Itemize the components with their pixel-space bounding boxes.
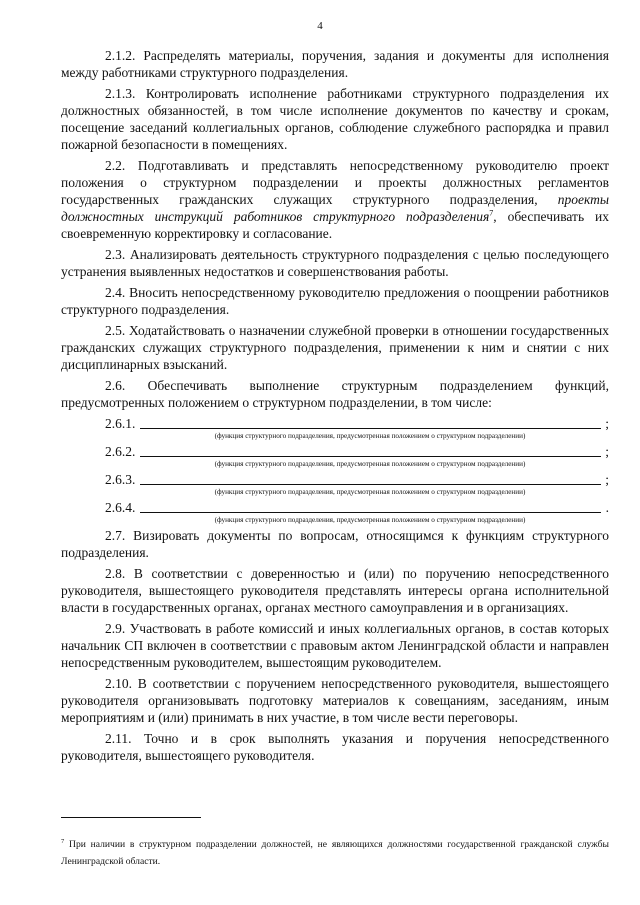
paragraph-2-7: 2.7. Визировать документы по вопросам, относящимся к функциям структурного подразделения. (61, 528, 609, 560)
fill-caption: (функция структурного подразделения, предусмотренная положением о структурном подразделении) (214, 460, 526, 468)
footnote-ref: 7 (489, 208, 494, 218)
paragraph-2-5: 2.5. Ходатайствовать о назначении служебной проверки в отношении государственных гражданских служащих структурного подразделения, применении к ним и снятии с них дисциплинарных взысканий. (61, 323, 609, 372)
paragraph-2-8: 2.8. В соответствии с доверенностью и (или) по поручению непосредственного руководителя, вышестоящего руководителя представлять интересы органа исполнительной власти в государственных органах, органах местного самоуправления и в организациях. (61, 566, 609, 615)
fill-number: 2.6.2. (105, 444, 136, 459)
footnote-divider (61, 817, 201, 818)
fill-caption: (функция структурного подразделения, предусмотренная положением о структурном подразделении) (214, 516, 526, 524)
fill-end: ; (605, 472, 609, 487)
paragraph-2-10: 2.10. В соответствии с поручением непосредственного руководителя, вышестоящего руководителя организовывать подготовку материалов к совещаниям, заседаниям, иным мероприятиям и (или) принимать в них участие, в том числе вести переговоры. (61, 676, 609, 725)
paragraph-2-2-text: 2.2. Подготавливать и представлять непосредственному руководителю проект положения о структурном подразделении и проекты должностных регламентов государственных гражданских служащих структурного подразделения, (61, 158, 609, 207)
paragraph-2-1-3: 2.1.3. Контролировать исполнение работниками структурного подразделения их должностных обязанностей, в том числе исполнение документов по качеству и срокам, посещение заседаний коллегиальных органов, соблюдение служебного распорядка и правил пожарной безопасности в помещениях. (61, 86, 609, 152)
fill-caption: (функция структурного подразделения, предусмотренная положением о структурном подразделении) (214, 432, 526, 440)
fill-line-2-6-3 (61, 471, 609, 497)
fill-rule (140, 512, 601, 513)
fill-caption: (функция структурного подразделения, предусмотренная положением о структурном подразделении) (214, 488, 526, 496)
fill-number: 2.6.4. (105, 500, 136, 515)
paragraph-2-4: 2.4. Вносить непосредственному руководителю предложения о поощрении работников структурного подразделения. (61, 285, 609, 317)
fill-end: ; (605, 444, 609, 459)
paragraph-2-2-italic: проекты должностных инструкций работников структурного подразделения (61, 192, 609, 224)
footnote-text: При наличии в структурном подразделении должностей, не являющихся должностями государственной гражданской службы Ленинградской области. (61, 839, 609, 867)
fill-line-2-6-4 (61, 499, 609, 525)
fill-rule (140, 484, 601, 485)
paragraph-2-1-2: 2.1.2. Распределять материалы, поручения, задания и документы для исполнения между работниками структурного подразделения. (61, 48, 609, 80)
fill-number: 2.6.1. (105, 416, 136, 431)
fill-rule (140, 456, 601, 457)
fill-end: . (605, 500, 609, 515)
fill-line-2-6-1 (61, 415, 609, 441)
paragraph-2-2 (61, 157, 609, 242)
footnote-mark: 7 (61, 837, 65, 845)
document-body (61, 47, 609, 768)
fill-end: ; (605, 416, 609, 431)
paragraph-2-11: 2.11. Точно и в срок выполнять указания и поручения непосредственного руководителя, вышестоящего руководителя. (61, 731, 609, 763)
page-number: 4 (317, 20, 323, 32)
footnote (61, 836, 609, 870)
fill-rule (140, 428, 601, 429)
fill-number: 2.6.3. (105, 472, 136, 487)
paragraph-2-9: 2.9. Участвовать в работе комиссий и иных коллегиальных органов, в состав которых начальник СП включен в соответствии с правовым актом Ленинградской области и направлен непосредственным руководителем, вышестоящим руководителем. (61, 621, 609, 670)
paragraph-2-2-tail: , обеспечивать их своевременную корректировку и согласование. (61, 209, 609, 241)
fill-line-2-6-2 (61, 443, 609, 469)
paragraph-2-6: 2.6. Обеспечивать выполнение структурным подразделением функций, предусмотренных положением о структурном подразделении, в том числе: (61, 378, 609, 410)
paragraph-2-3: 2.3. Анализировать деятельность структурного подразделения с целью последующего устранения выявленных недостатков и совершенствования работы. (61, 247, 609, 279)
